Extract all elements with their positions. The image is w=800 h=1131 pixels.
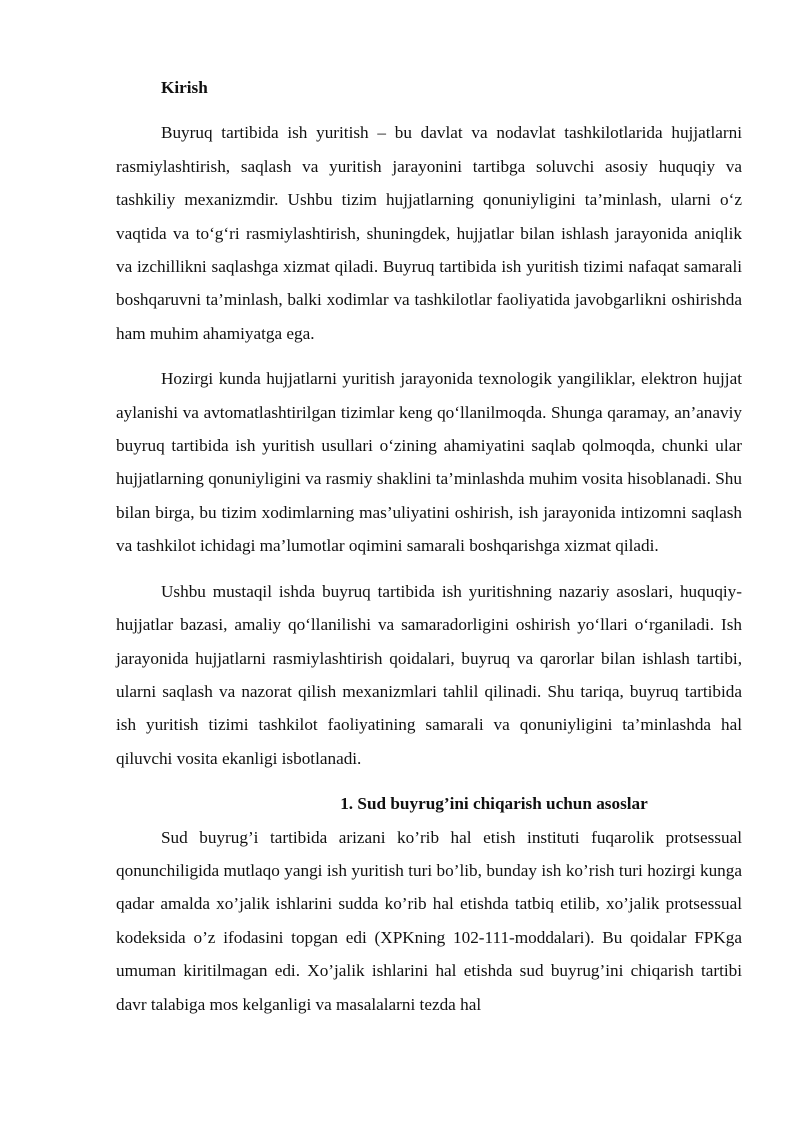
section-heading: 1. Sud buyrug’ini chiqarish uchun asoslar — [340, 794, 648, 814]
section-paragraph: Sud buyrug’i tartibida arizani ko’rib hal etish instituti fuqarolik protsessual qonunchiligida mutlaqo yangi ish yuritish turi bo’lib, bunday ish ko’rish turi hozirgi kunga qadar amalda xo’jalik ishlarini sudda ko’rib hal etishda tatbiq etilib, xo’jalik protsessual kodeksida o’z ifodasini topgan edi (XPKning 102-111-moddalari). Bu qoidalar FPKga umuman kiritilmagan edi. Xo’jalik ishlarini hal etishda sud buyrug’ini chiqarish tartibi davr talabiga mos kelganligi va masalalarni tezda hal — [116, 827, 742, 1014]
intro-heading: Kirish — [161, 78, 208, 97]
intro-paragraph-1: Buyruq tartibida ish yuritish – bu davlat va nodavlat tashkilotlarida hujjatlarni rasmiylashtirish, saqlash va yuritish jarayonini tartibga soluvchi asosiy huquqiy va tashkiliy mexanizmdir. Ushbu tizim hujjatlarning qonuniyligini ta’minlash, ularni o‘z vaqtida va to‘g‘ri rasmiylashtirish, shuningdek, hujjatlar bilan ishlash jarayonida aniqlik va izchillikni saqlashga xizmat qiladi. Buyruq tartibida ish yuritish tizimi nafaqat samarali boshqaruvni ta’minlash, balki xodimlar va tashkilotlar faoliyatida javobgarlikni oshirishda ham muhim ahamiyatga ega. — [116, 123, 742, 343]
intro-paragraph-2: Hozirgi kunda hujjatlarni yuritish jarayonida texnologik yangiliklar, elektron hujjat aylanishi va avtomatlashtirilgan tizimlar keng qo‘llanilmoqda. Shunga qaramay, an’anaviy buyruq tartibida ish yuritish usullari o‘zining ahamiyatini saqlab qolmoqda, chunki ular hujjatlarning qonuniyligini va rasmiy shaklini ta’minlashda muhim vosita hisoblanadi. Shu bilan birga, bu tizim xodimlarning mas’uliyatini oshirish, ish jarayonida intizomni saqlash va tashkilot ichidagi ma’lumotlar oqimini samarali boshqarishga xizmat qiladi. — [116, 369, 742, 556]
document-body — [116, 71, 742, 1021]
intro-paragraph-3: Ushbu mustaqil ishda buyruq tartibida ish yuritishning nazariy asoslari, huquqiy-hujjatlar bazasi, amaliy qo‘llanilishi va samaradorligini oshirish yo‘llari o‘rganiladi. Ish jarayonida hujjatlarni rasmiylashtirish qoidalari, buyruq va qarorlar bilan ishlash tartibi, ularni saqlash va nazorat qilish mexanizmlari tahlil qilinadi. Shu tariqa, buyruq tartibida ish yuritish tizimi tashkilot faoliyatining samarali va qonuniyligini ta’minlashda hal qiluvchi vosita ekanligi isbotlanadi. — [116, 581, 742, 768]
